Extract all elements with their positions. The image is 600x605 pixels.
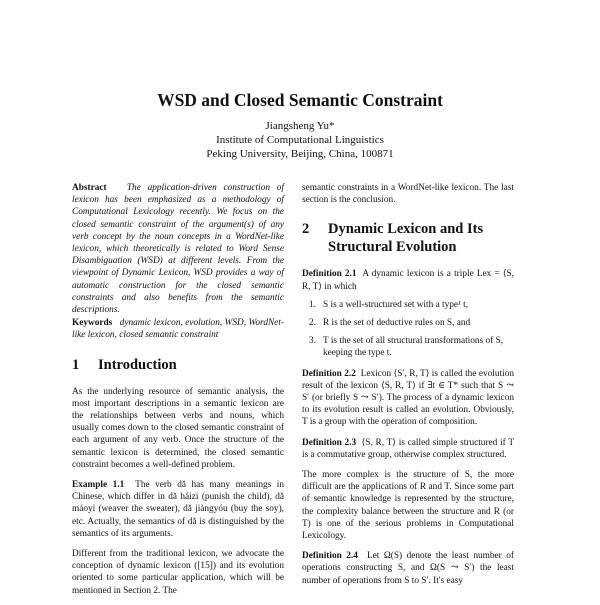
example-1-1 (72, 479, 284, 540)
list-item: 1. S is a well-structured set with a type¹ t, (309, 299, 469, 310)
section-2-number: 2 (302, 221, 310, 238)
def-2-1-list (302, 299, 514, 360)
author-affiliation: Institute of Computational Linguistics (216, 134, 384, 146)
keywords (72, 317, 284, 341)
right-lead-paragraph: semantic constraints in a WordNet-like lexicon. The last section is the conclusion. (302, 183, 514, 206)
def-2-3-label: Definition 2.3 (302, 437, 357, 448)
example-label: Example 1.1 (72, 480, 125, 491)
list-item: 2. R is the set of deductive rules on S, and (309, 318, 471, 329)
def-2-4-text: Let Ω(S) denote the least number of operations constructing S, and Ω(S ⤳ S′) the least number of operations from S to S′. It's easy (302, 551, 514, 586)
section-2-title: Dynamic Lexicon and Its Structural Evolution (328, 221, 484, 256)
example-text: The verb dǎ has many meanings in Chinese, which differ in dǎ háizi (punish the child), dǎ máoyi (weaver the sweater), dǎ jiàngyóu (buy the soy), etc. Actually, the semantics of dǎ is distinguished by the semantics of its arguments. (72, 480, 284, 539)
paper-title: WSD and Closed Semantic Constraint (157, 90, 443, 110)
complexity-paragraph: The more complex is the structure of S, the more difficult are the applications of R and T. Since some part of semantic knowledge is represented by the structure, the complexity balance between the structure and R (or T) is one of the serious problems in Computational Lexicology. (302, 470, 514, 542)
definition-2-1 (302, 268, 514, 292)
def-2-1-label: Definition 2.1 (302, 269, 357, 280)
author-block (0, 119, 600, 161)
abstract (72, 182, 284, 316)
intro-paragraph-2: Different from the traditional lexicon, we advocate the conception of dynamic lexicon ([15]) and its evolution oriented to some particular application, which will be mentioned in Section 2. The (72, 549, 284, 596)
definition-2-4 (302, 550, 514, 587)
def-2-1-text: A dynamic lexicon is a triple Lex = ⟨S, R, T⟩ in which (302, 269, 515, 292)
left-column (72, 182, 284, 605)
def-2-2-label: Definition 2.2 (302, 368, 356, 379)
definition-2-3 (302, 437, 514, 461)
abstract-text: The application-driven construction of lexicon has been emphasized as a methodology of Computational Lexicology recently. We focus on the closed semantic constraint of the argument(s) of any verb concept by the noun concepts in a WordNet-like lexicon, which theoretically is related to Word Sense Disambiguation (WSD) at different levels. From the viewpoint of Dynamic Lexicon, WSD provides a way of automatic construction for the closed semantic constraints and also benefits from the semantic descriptions. (72, 183, 284, 316)
author-name: Jiangsheng Yu* (265, 120, 335, 132)
def-2-3-text: ⟨S, R, T⟩ is called simple structured if T is a commutative group, otherwise complex structured. (302, 437, 515, 460)
list-item: 3. T is the set of all structural transformations of S, keeping the type t. (309, 336, 504, 359)
def-2-2-text: Lexicon ⟨S′, R, T⟩ is called the evolution result of the lexicon ⟨S, R, T⟩ if ∃t ∈ T* such that S ⤳ S′ (or briefly S ⤳ S′). The process of a dynamic lexicon to its evolution result is called an evolution. Obviously, T is a group with the operation of composition. (302, 368, 514, 428)
right-column (302, 182, 514, 595)
author-address: Peking University, Beijing, China, 100871 (206, 148, 394, 160)
abstract-label: Abstract (72, 183, 107, 193)
definition-2-2 (302, 368, 514, 429)
intro-paragraph-1: As the underlying resource of semantic analysis, the most important descriptions in a semantic lexicon are the relationships between verbs and nouns, which usually comes down to the closed semantic constraint of each argument of any verb. Once the structure of the semantic lexicon is determined, the closed semantic constraint becomes a well-defined problem. (72, 386, 284, 470)
section-1-title: Introduction (98, 356, 177, 373)
section-2-heading (302, 220, 514, 256)
keywords-text: dynamic lexicon, evolution, WSD, WordNet-like lexicon, closed semantic constraint (72, 318, 284, 341)
keywords-label: Keywords (72, 318, 113, 329)
section-1-number: 1 (72, 356, 80, 373)
section-1-heading (72, 356, 284, 374)
def-2-4-label: Definition 2.4 (302, 551, 358, 562)
